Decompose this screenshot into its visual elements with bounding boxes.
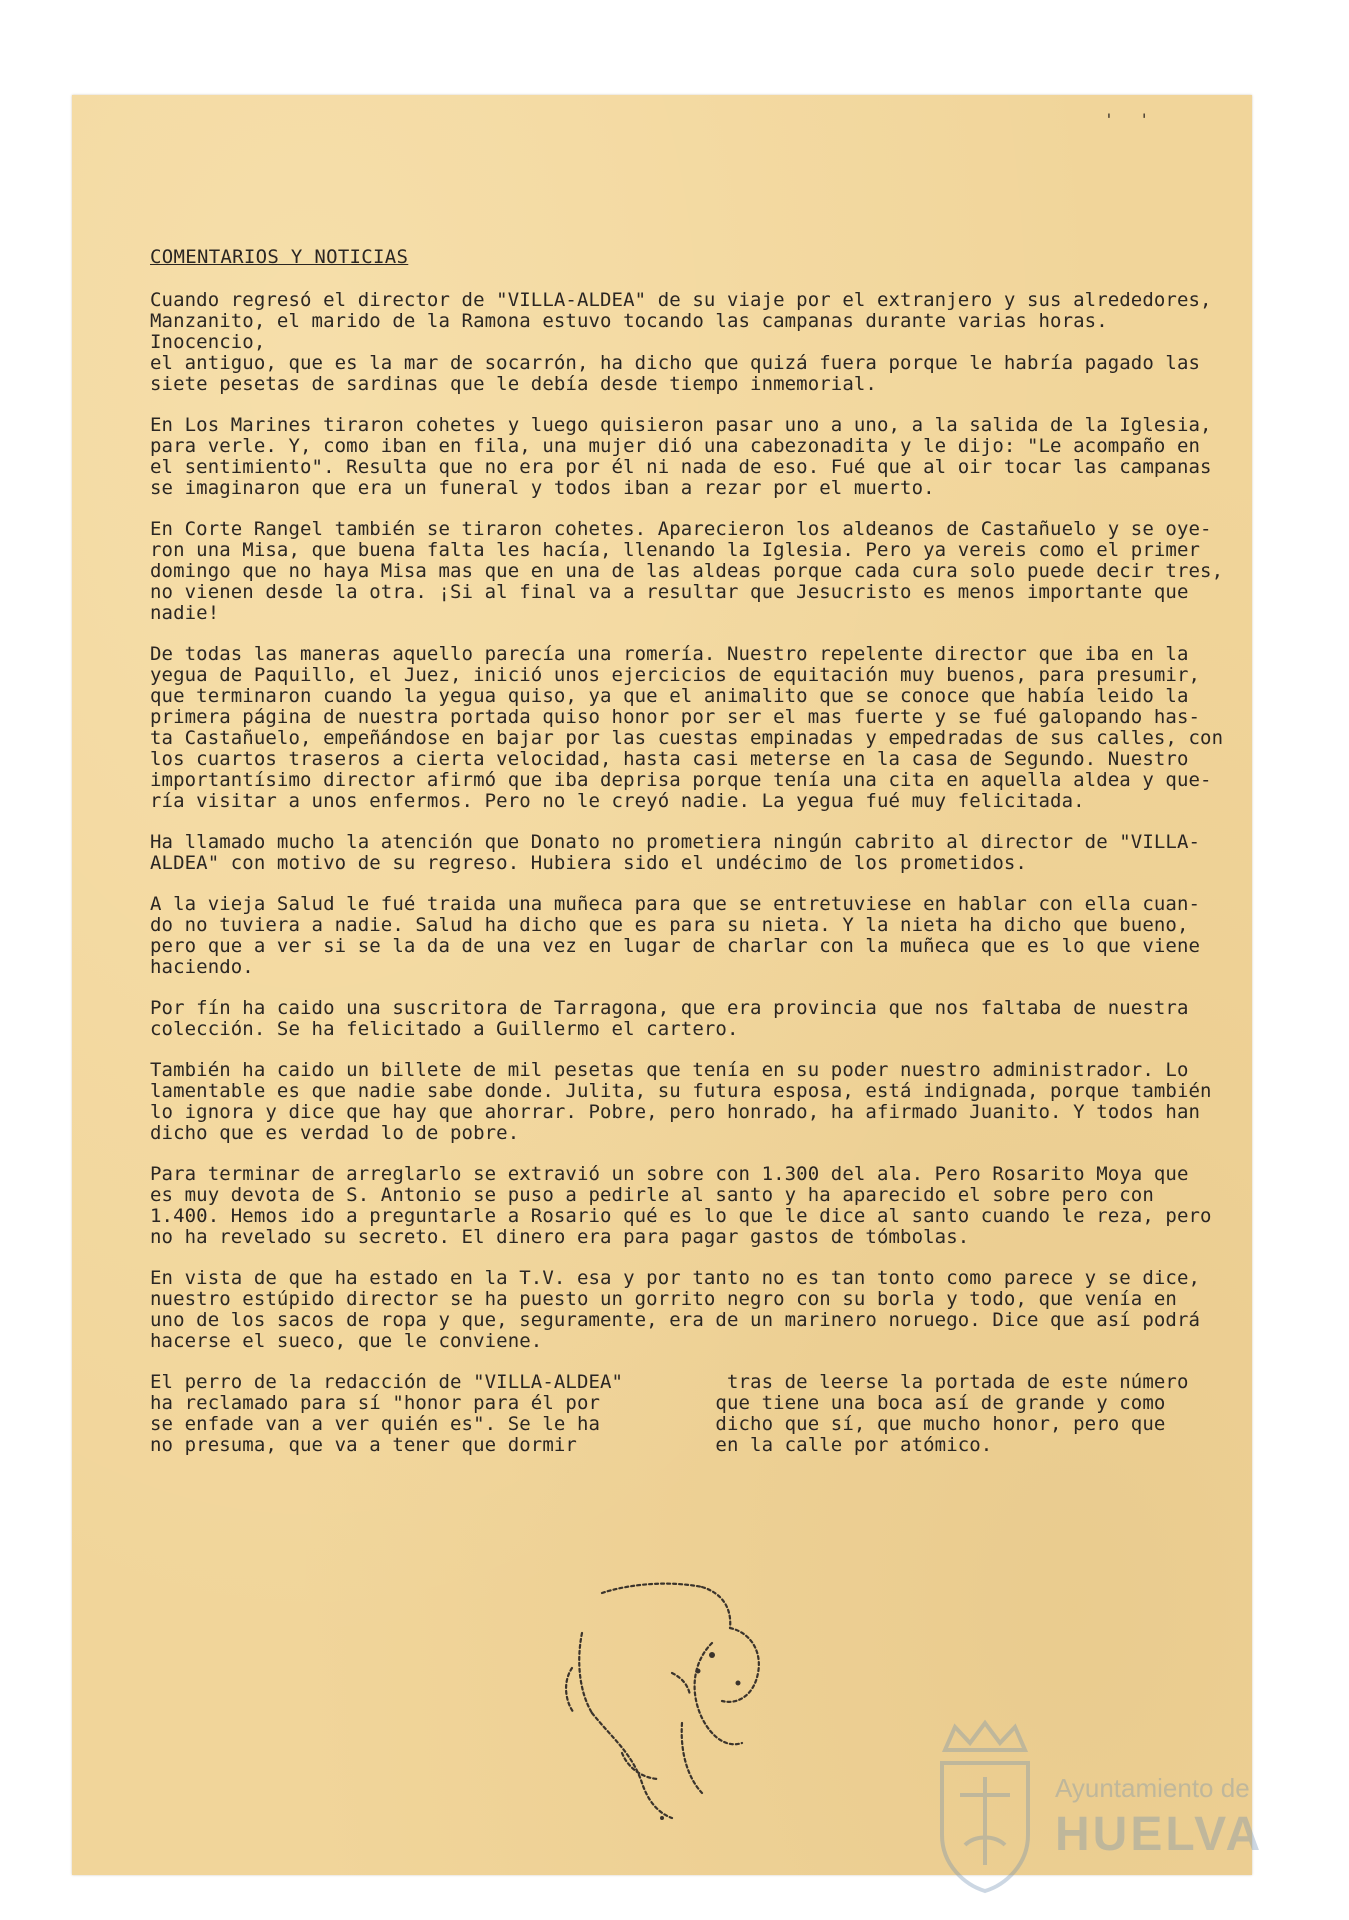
corner-marks: ' ': [1104, 110, 1157, 129]
dog-sketch-illustration: [562, 1573, 872, 1833]
watermark-line-1: Ayuntamiento de: [1055, 1773, 1250, 1803]
paragraph-11: El perro de la redacción de "VILLA-ALDEA" tras de leerse la portada de este número ha reclamado para sí "honor para él por que tiene una boca así de grande y como se enfade van a ver quién es". Se le ha dicho que sí, que mucho honor, pero que no presuma, que va a tener que dormir en la calle por atómico.: [150, 1371, 1189, 1456]
paragraph-10: En vista de que ha estado en la T.V. esa y por tanto no es tan tonto como parece y se dice, nuestro estúpido director se ha puesto un gorrito negro con su borla y todo, que venía en uno de los sacos de ropa y que, seguramente, era de un marinero noruego. Dice que así podrá hacerse el sueco, que le conviene.: [150, 1267, 1201, 1352]
paragraph-4: De todas las maneras aquello parecía una romería. Nuestro repelente director que iba en la yegua de Paquillo, el Juez, inició unos ejercicios de equitación muy buenos, para presumir, que terminaron cuando la yegua quiso, ya que el animalito que se conoce que había leido la primera página de nuestra portada quiso honor por ser el mas fuerte y se fué galopando has- ta Castañuelo, empeñándose en bajar por las cuestas empinadas y empedradas de sus calles, con los cuartos traseros a cierta velocidad, hasta casi meterse en la casa de Segundo. Nuestro importantísimo director afirmó que iba deprisa porque tenía una cita en aquella aldea y que- ría visitar a unos enfermos. Pero no le creyó nadie. La yegua fué muy felicitada.: [150, 643, 1224, 812]
paragraph-9: Para terminar de arreglarlo se extravió un sobre con 1.300 del ala. Pero Rosarito Moya que es muy devota de S. Antonio se puso a pedirle al santo y ha aparecido el sobre pero con 1.400. Hemos ido a preguntarle a Rosario qué es lo que le dice al santo cuando le reza, pero no ha revelado su secreto. El dinero era para pagar gastos de tómbolas.: [150, 1163, 1212, 1248]
paragraph-2: En Los Marines tiraron cohetes y luego quisieron pasar uno a uno, a la salida de la Iglesia, para verle. Y, como iban en fila, una mujer dió una cabezonadita y le dijo: "Le acompaño en el sentimiento". Resulta que no era por él ni nada de eso. Fué que al oir tocar las campanas se imaginaron que era un funeral y todos iban a rezar por el muerto.: [150, 414, 1212, 499]
paragraph-5: Ha llamado mucho la atención que Donato no prometiera ningún cabrito al director de "VILLA- ALDEA" con motivo de su regreso. Hubiera sido el undécimo de los prometidos.: [150, 831, 1201, 874]
watermark-line-2: HUELVA: [1055, 1808, 1264, 1861]
section-heading: COMENTARIOS Y NOTICIAS: [150, 246, 409, 268]
document-body: [150, 247, 1230, 1476]
paragraph-6: A la vieja Salud le fué traida una muñeca para que se entretuviese en hablar con ella cuan- do no tuviera a nadie. Salud ha dicho que es para su nieta. Y la nieta ha dicho que bueno, pero que a ver si se la da de una vez en lugar de charlar con la muñeca que es lo que viene haciendo.: [150, 893, 1201, 978]
crest-icon: [930, 1715, 1040, 1895]
paragraph-7: Por fín ha caido una suscritora de Tarragona, que era provincia que nos faltaba de nuestra colección. Se ha felicitado a Guillermo el cartero.: [150, 997, 1189, 1040]
paragraph-1: Cuando regresó el director de "VILLA-ALDEA" de su viaje por el extranjero y sus alrededores, Manzanito, el marido de la Ramona estuvo tocando las campanas durante varias horas. Inocencio, el antiguo, que es la mar de socarrón, ha dicho que quizá fuera porque le habría pagado las siete pesetas de sardinas que le debía desde tiempo inmemorial.: [150, 289, 1212, 395]
paragraph-3: En Corte Rangel también se tiraron cohetes. Aparecieron los aldeanos de Castañuelo y se oye- ron una Misa, que buena falta les hacía, llenando la Iglesia. Pero ya vereis como el primer domingo que no haya Misa mas que en una de las aldeas porque cada cura solo puede decir tres, no vienen desde la otra. ¡Si al final va a resultar que Jesucristo es menos importante que nadie!: [150, 518, 1224, 624]
paragraph-8: También ha caido un billete de mil pesetas que tenía en su poder nuestro administrador. Lo lamentable es que nadie sabe donde. Julita, su futura esposa, está indignada, porque también lo ignora y dice que hay que ahorrar. Pobre, pero honrado, ha afirmado Juanito. Y todos han dicho que es verdad lo de pobre.: [150, 1059, 1212, 1144]
watermark-logo: [930, 1715, 1290, 1895]
document-page: [72, 95, 1252, 1875]
